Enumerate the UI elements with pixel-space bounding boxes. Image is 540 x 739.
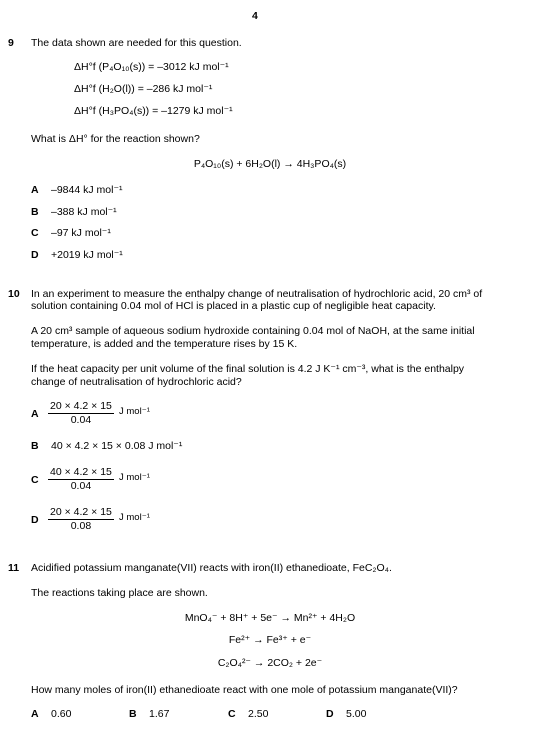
fraction-numerator: 40 × 4.2 × 15 bbox=[50, 466, 112, 478]
option-text: –388 kJ mol⁻¹ bbox=[51, 206, 117, 218]
unit-text: J mol⁻¹ bbox=[119, 406, 150, 417]
enthalpy-data-line: ΔH°f (H₂O(l)) = –286 kJ mol⁻¹ bbox=[74, 83, 213, 95]
fraction-numerator: 20 × 4.2 × 15 bbox=[50, 400, 112, 412]
option-text: –9844 kJ mol⁻¹ bbox=[51, 184, 123, 196]
question-text: The reactions taking place are shown. bbox=[31, 587, 208, 599]
question-intro: Acidified potassium manganate(VII) reacts with iron(II) ethanedioate, FeC₂O₄. bbox=[31, 562, 392, 574]
paragraph-line: In an experiment to measure the enthalpy change of neutralisation of hydrochloric acid, 20 cm³ of bbox=[31, 288, 483, 300]
enthalpy-data-line: ΔH°f (P₄O₁₀(s)) = –3012 kJ mol⁻¹ bbox=[74, 61, 229, 73]
option-text: 40 × 4.2 × 15 × 0.08 J mol⁻¹ bbox=[51, 440, 183, 452]
option-text: +2019 kJ mol⁻¹ bbox=[51, 249, 123, 261]
option-letter: D bbox=[31, 514, 39, 526]
option-letter: C bbox=[31, 227, 39, 239]
option-letter: D bbox=[31, 249, 39, 261]
option-letter: A bbox=[31, 184, 39, 196]
question-number: 11 bbox=[8, 562, 20, 574]
paragraph-line: If the heat capacity per unit volume of the final solution is 4.2 J K⁻¹ cm⁻³, what is the enthalpy bbox=[31, 363, 465, 375]
option-letter: C bbox=[228, 708, 236, 720]
question-number: 10 bbox=[8, 288, 20, 300]
option-letter: D bbox=[326, 708, 334, 720]
fraction-denominator: 0.04 bbox=[70, 480, 92, 492]
fraction bbox=[48, 466, 114, 493]
half-equation: Fe²⁺ → Fe³⁺ + e⁻ bbox=[228, 634, 312, 646]
fraction-denominator: 0.08 bbox=[70, 520, 92, 532]
option-letter: B bbox=[31, 440, 39, 452]
option-text: 5.00 bbox=[346, 708, 367, 720]
fraction-numerator: 20 × 4.2 × 15 bbox=[50, 506, 112, 518]
enthalpy-data-line: ΔH°f (H₃PO₄(s)) = –1279 kJ mol⁻¹ bbox=[74, 105, 233, 117]
question-intro: The data shown are needed for this question. bbox=[31, 37, 242, 49]
question-text: What is ΔH° for the reaction shown? bbox=[31, 133, 200, 145]
half-equation: MnO₄⁻ + 8H⁺ + 5e⁻ → Mn²⁺ + 4H₂O bbox=[184, 612, 356, 624]
option-text: 2.50 bbox=[248, 708, 269, 720]
page-number: 4 bbox=[252, 10, 258, 22]
option-letter: A bbox=[31, 408, 39, 420]
option-text: 1.67 bbox=[149, 708, 170, 720]
paragraph-line: A 20 cm³ sample of aqueous sodium hydroxide containing 0.04 mol of NaOH, at the same initial bbox=[31, 325, 475, 337]
option-text: –97 kJ mol⁻¹ bbox=[51, 227, 111, 239]
unit-text: J mol⁻¹ bbox=[119, 512, 150, 523]
fraction bbox=[48, 400, 114, 427]
half-equation: C₂O₄²⁻ → 2CO₂ + 2e⁻ bbox=[217, 657, 323, 669]
option-text: 0.60 bbox=[51, 708, 72, 720]
option-letter: B bbox=[31, 206, 39, 218]
option-letter: C bbox=[31, 474, 39, 486]
paragraph-line: change of neutralisation of hydrochloric acid? bbox=[31, 376, 242, 388]
unit-text: J mol⁻¹ bbox=[119, 472, 150, 483]
question-text: How many moles of iron(II) ethanedioate react with one mole of potassium manganate(VII)? bbox=[31, 684, 458, 696]
fraction-denominator: 0.04 bbox=[70, 414, 92, 426]
reaction-equation: P₄O₁₀(s) + 6H₂O(l) → 4H₃PO₄(s) bbox=[193, 158, 347, 170]
paragraph-line: temperature, is added and the temperature rises by 15 K. bbox=[31, 338, 298, 350]
option-letter: A bbox=[31, 708, 39, 720]
option-letter: B bbox=[129, 708, 137, 720]
question-number: 9 bbox=[8, 37, 14, 49]
fraction bbox=[48, 506, 114, 533]
paragraph-line: solution containing 0.04 mol of HCl is placed in a plastic cup of negligible heat capacity. bbox=[31, 300, 436, 312]
